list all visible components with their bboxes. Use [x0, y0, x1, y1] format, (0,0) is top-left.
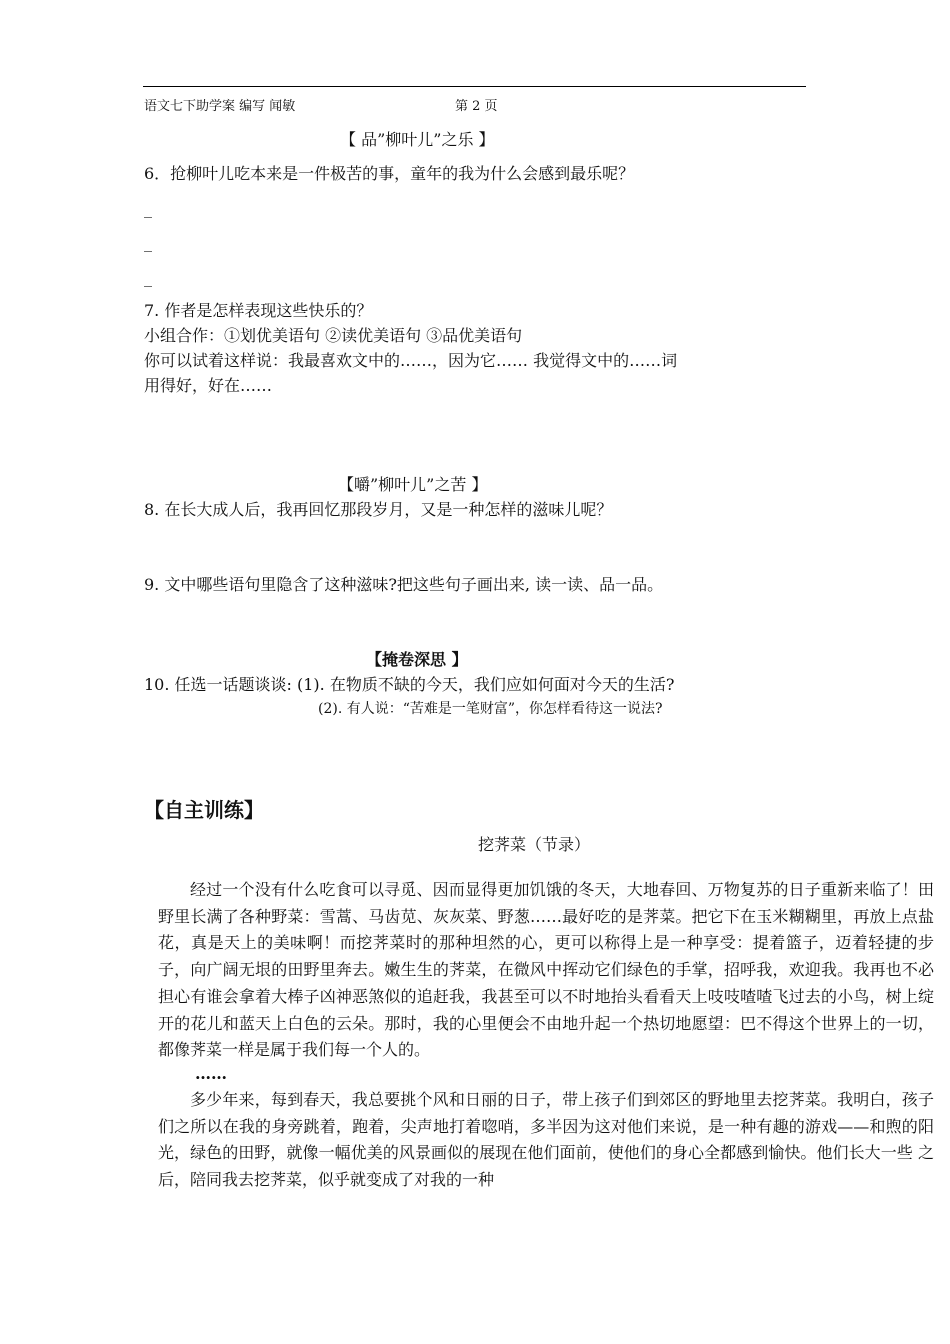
question-10-topic-1: 10. 任选一话题谈谈: (1). 在物质不缺的今天，我们应如何面对今天的生活? [144, 675, 675, 694]
hint-line-1: 你可以试着这样说：我最喜欢文中的……，因为它…… 我觉得文中的……词 [144, 351, 678, 370]
section-title-joy: 【 品”柳叶儿”之乐 】 [340, 130, 495, 149]
header-rule [143, 86, 806, 87]
article-ellipsis: …… [195, 1063, 227, 1083]
answer-blank-3: _ [144, 268, 152, 287]
section-title-bitter: 【嚼”柳叶儿”之苦 】 [338, 475, 488, 494]
group-work: 小组合作：①划优美语句 ②读优美语句 ③品优美语句 [144, 326, 523, 345]
question-7: 7. 作者是怎样表现这些快乐的？ [144, 301, 373, 320]
article-title: 挖荠菜（节录） [478, 835, 591, 854]
header-left: 语文七下助学案 编写 闻敏 [144, 99, 296, 114]
question-8: 8. 在长大成人后，我再回忆那段岁月，又是一种怎样的滋味儿呢？ [144, 500, 613, 519]
answer-blank-2: _ [144, 233, 152, 252]
article-paragraph-2: 多少年来，每到春天，我总要挑个风和日丽的日子，带上孩子们到郊区的野地里去挖荠菜。我明白，孩子们之所以在我的身旁跳着，跑着，尖声地打着唿哨，多半因为这对他们来说，是一种有趣的游戏——和煦的阳光，绿色的田野，就像一幅优美的风景画似的展现在他们面前，使他们的身心全都感到愉快。他们长大一些 之后，陪同我去挖荠菜，似乎就变成了对我的一种 [158, 1089, 934, 1190]
page-number: 第 2 页 [455, 99, 498, 114]
article-paragraph-1: 经过一个没有什么吃食可以寻觅、因而显得更加饥饿的冬天，大地春回、万物复苏的日子重新来临了！田野里长满了各种野菜：雪蒿、马齿苋、灰灰菜、野葱……最好吃的是荠菜。把它下在玉米糊糊里，再放上点盐花，真是天上的美味啊！而挖荠菜时的那种坦然的心，更可以称得上是一种享受：提着篮子，迈着轻捷的步子，向广阔无垠的田野里奔去。嫩生生的荠菜，在微风中挥动它们绿色的手掌，招呼我，欢迎我。我再也不必担心有谁会拿着大棒子凶神恶煞似的追赶我，我甚至可以不时地抬头看看天上吱吱喳喳飞过去的小鸟，树上绽开的花儿和蓝天上白色的云朵。那时，我的心里便会不由地升起一个热切地愿望：巴不得这个世界上的一切，都像荠菜一样是属于我们每一个人的。 [158, 880, 934, 1060]
answer-blank-1: _ [144, 199, 152, 218]
article-body [158, 877, 934, 1194]
question-6: 6．抢柳叶儿吃本来是一件极苦的事，童年的我为什么会感到最乐呢？ [144, 164, 635, 183]
question-9: 9. 文中哪些语句里隐含了这种滋味?把这些句子画出来, 读一读、品一品。 [144, 575, 664, 594]
hint-line-2: 用得好，好在…… [144, 376, 273, 395]
section-title-reflect: 【掩卷深思 】 [366, 650, 468, 669]
question-10-topic-2: (2). 有人说：“苦难是一笔财富”，你怎样看待这一说法? [318, 701, 663, 717]
training-heading: 【自主训练】 [144, 798, 264, 822]
